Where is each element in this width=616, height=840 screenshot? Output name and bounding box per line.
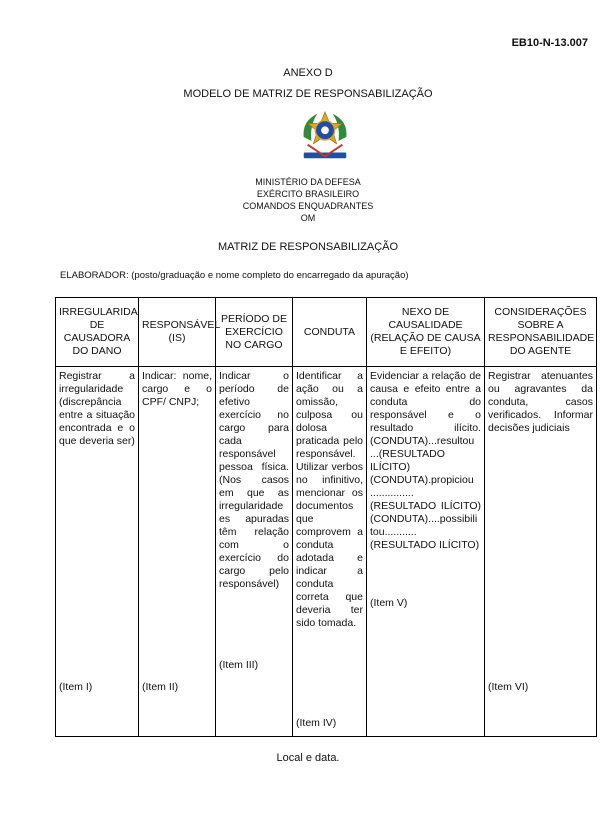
header-conduta: CONDUTA bbox=[293, 298, 367, 367]
cell-text: Indicar: nome, cargo e o CPF/ CNPJ; bbox=[142, 370, 212, 408]
header-consideracoes: CONSIDERAÇÕES SOBRE A RESPONSABILIDADE DO AGENTE bbox=[485, 298, 597, 367]
cell-text: Evidenciar a relação de causa e efeito entre a conduta do responsável e o resultado ilícito. (CONDUTA)...resultou ...(RESULTADO ILÍCITO) (CONDUTA).propiciou ............... (RESULTADO ILÍCITO) (CONDUTA)....possibili tou........... (RESULTADO ILÍCITO) bbox=[370, 370, 481, 551]
model-title: MODELO DE MATRIZ DE RESPONSABILIZAÇÃO bbox=[183, 88, 433, 100]
cell-conduta bbox=[293, 367, 367, 737]
responsibility-matrix-table bbox=[55, 297, 597, 737]
header-periodo: PERÍODO DE EXERCÍCIO NO CARGO bbox=[216, 298, 293, 367]
local-and-date: Local e data. bbox=[276, 752, 340, 764]
cell-text: Identificar a ação ou a omissão, culposa ou dolosa praticada pelo responsável. Utilizar verbos no infinitivo, mencionar os documentos que comprovem a conduta adotada e indicar a conduta correta que deveria ter sido tomada. bbox=[296, 370, 363, 629]
org-line-1: MINISTÉRIO DA DEFESA bbox=[255, 177, 361, 187]
cell-responsavel bbox=[139, 367, 216, 737]
table-row bbox=[56, 367, 597, 737]
cell-text: Registrar a irregularidade (discrepância entre a situação encontrada e o que deveria ser) bbox=[59, 370, 135, 447]
cell-nexo bbox=[367, 367, 485, 737]
header-responsavel: RESPONSÁVEL (IS) bbox=[139, 298, 216, 367]
item-label: (Item V) bbox=[370, 597, 408, 609]
coat-of-arms-icon bbox=[296, 108, 354, 166]
org-line-2: EXÉRCITO BRASILEIRO bbox=[256, 189, 360, 199]
header-nexo: NEXO DE CAUSALIDADE (RELAÇÃO DE CAUSA E EFEITO) bbox=[367, 298, 485, 367]
item-label: (Item IV) bbox=[296, 717, 337, 729]
cell-text: Registrar atenuantes ou agravantes da conduta, casos verificados. Informar decisões judiciais bbox=[488, 370, 593, 434]
document-code: EB10-N-13.007 bbox=[511, 37, 588, 49]
org-line-3: COMANDOS ENQUADRANTES bbox=[242, 201, 374, 211]
item-label: (Item III) bbox=[219, 659, 259, 671]
cell-consideracoes bbox=[485, 367, 597, 737]
cell-text: Indicar o período de efetivo exercício no cargo para cada responsável pessoa física. (Nos casos em que as irregularidade es apuradas têm relação com o exercício do cargo pelo responsável) bbox=[219, 370, 289, 590]
item-label: (Item II) bbox=[142, 681, 179, 693]
org-line-4: OM bbox=[300, 213, 316, 223]
elaborador-line: ELABORADOR: (posto/graduação e nome completo do encarregado da apuração) bbox=[60, 270, 409, 281]
item-label: (Item VI) bbox=[488, 681, 529, 693]
annex-title: ANEXO D bbox=[283, 67, 333, 79]
matrix-title: MATRIZ DE RESPONSABILIZAÇÃO bbox=[217, 241, 399, 253]
item-label: (Item I) bbox=[59, 681, 93, 693]
table-header-row bbox=[56, 298, 597, 367]
cell-periodo bbox=[216, 367, 293, 737]
header-irregularidade: IRREGULARIDA DE CAUSADORA DO DANO bbox=[56, 298, 139, 367]
cell-irregularidade bbox=[56, 367, 139, 737]
